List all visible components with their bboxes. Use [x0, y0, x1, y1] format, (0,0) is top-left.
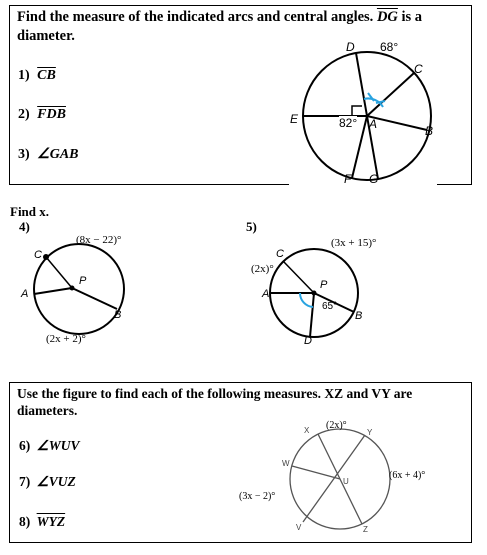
section1-instruction-line2: diameter.	[17, 28, 75, 44]
p5-top-label: (3x + 15)°	[331, 237, 377, 249]
label-e: E	[290, 112, 299, 126]
fig3-left-label: (3x − 2)°	[239, 491, 276, 502]
label-c: C	[414, 62, 423, 76]
p5-label-b: B	[355, 310, 363, 322]
label-d: D	[346, 40, 355, 54]
problem-num: 3)	[18, 147, 30, 162]
fig3-label-z: Z	[363, 525, 368, 534]
p4-label-b: B	[114, 309, 122, 321]
problem-5-num: 5)	[246, 219, 257, 234]
label-68: 68°	[380, 40, 399, 54]
p4-label-a: A	[21, 288, 29, 300]
fig3-label-y: Y	[367, 428, 373, 437]
findx-title: Find x.	[10, 204, 50, 219]
label-82: 82°	[339, 116, 358, 130]
p5-label-c: C	[276, 248, 284, 260]
instruction-text-a: Find the measure of the indicated arcs and central angles.	[17, 9, 374, 25]
label-g: G	[369, 172, 379, 186]
fig3-top-label: (2x)°	[326, 420, 347, 431]
problem-num: 1)	[18, 68, 30, 83]
problem-label: $\overline{FDB}$	[37, 107, 66, 122]
p4-label-c: C	[34, 249, 42, 261]
problem-label: ∠WUV	[36, 438, 80, 453]
instruction-text-b: is a	[401, 9, 423, 25]
p4-label-p: P	[79, 275, 87, 287]
diameter-vy	[303, 435, 365, 522]
p5-angle-label: 65°	[322, 301, 338, 312]
problem-num: 2)	[18, 107, 30, 122]
problem-4-num: 4)	[19, 219, 30, 234]
label-b: B	[425, 124, 434, 138]
fig3-label-v: V	[296, 523, 302, 532]
problem-label: ∠GAB	[37, 147, 79, 162]
problem-label: ∠VUZ	[36, 474, 76, 489]
p5-label-d: D	[304, 335, 312, 347]
section3-instruction: Use the figure to find each of the following measures. XZ and VY are	[17, 386, 413, 401]
fig3-label-x: X	[304, 426, 310, 435]
p4-bottom-label: (2x + 2)°	[46, 333, 86, 345]
fig3-right-label: (6x + 4)°	[389, 470, 426, 481]
fig3-label-u: U	[343, 477, 349, 486]
p5-label-a: A	[262, 288, 270, 300]
problem-label: $\overline{WYZ}$	[36, 514, 66, 529]
label-a: A	[369, 117, 378, 131]
radius-uw	[292, 466, 340, 479]
fig3-label-w: W	[282, 459, 290, 468]
problem-num: 7)	[19, 474, 31, 489]
p5-label-p: P	[320, 279, 328, 291]
label-f: F	[344, 172, 352, 186]
instruction-segment: $\overline{DG}$	[376, 9, 398, 25]
p4-top-label: (8x − 22)°	[76, 234, 122, 246]
problem-label: $\overline{CB}$	[37, 68, 56, 83]
section3-instruction-line2: diameters.	[17, 403, 78, 418]
problem-num: 6)	[19, 438, 31, 453]
problem-num: 8)	[19, 514, 31, 529]
p5-left-label: (2x)°	[251, 263, 274, 275]
